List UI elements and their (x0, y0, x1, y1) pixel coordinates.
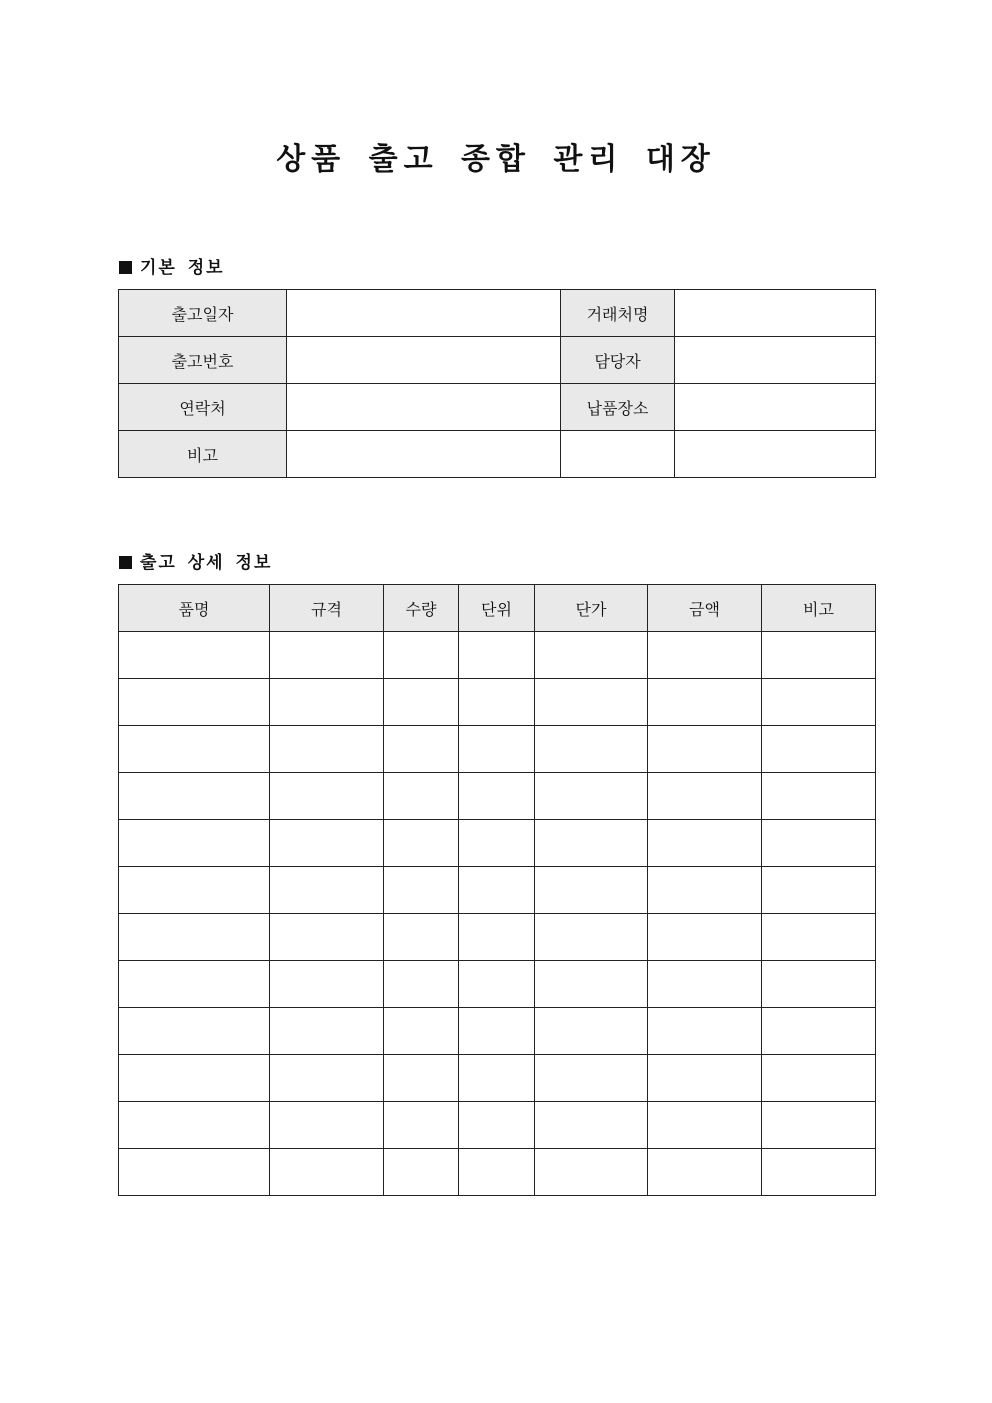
detail-header-row (119, 585, 876, 632)
unit-cell[interactable] (459, 1102, 535, 1149)
ship-number-label: 출고번호 (119, 337, 287, 384)
table-row (119, 820, 876, 867)
spec-cell[interactable] (270, 679, 384, 726)
basic-info-heading-text: 기본 정보 (140, 258, 225, 278)
basic-info-row (119, 290, 876, 337)
basic-info-heading (119, 253, 225, 278)
remarks-cell[interactable] (762, 773, 876, 820)
remarks-cell[interactable] (762, 914, 876, 961)
item-name-cell[interactable] (119, 820, 270, 867)
amount-cell[interactable] (648, 773, 762, 820)
manager-label: 담당자 (561, 337, 675, 384)
spec-cell[interactable] (270, 820, 384, 867)
unit-price-cell[interactable] (535, 632, 648, 679)
table-row (119, 679, 876, 726)
unit-cell[interactable] (459, 961, 535, 1008)
unit-price-cell[interactable] (535, 961, 648, 1008)
table-row (119, 1008, 876, 1055)
spec-cell[interactable] (270, 773, 384, 820)
amount-cell[interactable] (648, 1008, 762, 1055)
remarks-cell[interactable] (762, 679, 876, 726)
item-name-cell[interactable] (119, 961, 270, 1008)
unit-cell[interactable] (459, 773, 535, 820)
unit-price-cell[interactable] (535, 773, 648, 820)
unit-price-cell[interactable] (535, 1055, 648, 1102)
table-row (119, 961, 876, 1008)
unit-cell[interactable] (459, 726, 535, 773)
table-row (119, 773, 876, 820)
table-row (119, 1055, 876, 1102)
unit-cell[interactable] (459, 1008, 535, 1055)
ship-date-field[interactable] (287, 290, 561, 337)
amount-cell[interactable] (648, 632, 762, 679)
spec-cell[interactable] (270, 914, 384, 961)
quantity-cell[interactable] (384, 1055, 459, 1102)
item-name-cell[interactable] (119, 867, 270, 914)
unit-price-cell[interactable] (535, 1149, 648, 1196)
unit-cell[interactable] (459, 820, 535, 867)
item-name-cell[interactable] (119, 1008, 270, 1055)
item-name-cell[interactable] (119, 1055, 270, 1102)
quantity-cell[interactable] (384, 867, 459, 914)
ship-number-field[interactable] (287, 337, 561, 384)
basic-info-row (119, 337, 876, 384)
amount-cell[interactable] (648, 914, 762, 961)
spec-cell[interactable] (270, 961, 384, 1008)
table-row (119, 632, 876, 679)
unit-price-cell[interactable] (535, 726, 648, 773)
spec-cell[interactable] (270, 1102, 384, 1149)
amount-cell[interactable] (648, 1102, 762, 1149)
client-name-label: 거래처명 (561, 290, 675, 337)
quantity-cell[interactable] (384, 1149, 459, 1196)
spec-cell[interactable] (270, 1008, 384, 1055)
unit-price-cell[interactable] (535, 820, 648, 867)
amount-cell[interactable] (648, 1149, 762, 1196)
unit-price-cell[interactable] (535, 914, 648, 961)
amount-cell[interactable] (648, 867, 762, 914)
item-name-cell[interactable] (119, 632, 270, 679)
remarks-cell[interactable] (762, 1149, 876, 1196)
amount-cell[interactable] (648, 679, 762, 726)
remarks-label: 비고 (119, 431, 287, 478)
col-header-unit-price: 단가 (535, 585, 648, 632)
remarks-cell[interactable] (762, 961, 876, 1008)
unit-cell[interactable] (459, 1149, 535, 1196)
remarks-field[interactable] (287, 431, 561, 478)
shipment-detail-table (118, 584, 876, 1196)
remarks-cell[interactable] (762, 726, 876, 773)
unit-price-cell[interactable] (535, 1102, 648, 1149)
amount-cell[interactable] (648, 961, 762, 1008)
square-bullet-icon (119, 261, 132, 274)
unit-price-cell[interactable] (535, 679, 648, 726)
spec-cell[interactable] (270, 726, 384, 773)
quantity-cell[interactable] (384, 632, 459, 679)
table-row (119, 867, 876, 914)
remarks-cell[interactable] (762, 1008, 876, 1055)
basic-info-row (119, 431, 876, 478)
page-title: 상품 출고 종합 관리 대장 (276, 142, 716, 177)
col-header-quantity: 수량 (384, 585, 459, 632)
basic-info-table (118, 289, 876, 478)
remarks-cell[interactable] (762, 1055, 876, 1102)
item-name-cell[interactable] (119, 1102, 270, 1149)
table-row (119, 1102, 876, 1149)
item-name-cell[interactable] (119, 1149, 270, 1196)
unit-cell[interactable] (459, 1055, 535, 1102)
amount-cell[interactable] (648, 1055, 762, 1102)
quantity-cell[interactable] (384, 773, 459, 820)
item-name-cell[interactable] (119, 726, 270, 773)
item-name-cell[interactable] (119, 773, 270, 820)
remarks-cell[interactable] (762, 1102, 876, 1149)
col-header-amount: 금액 (648, 585, 762, 632)
col-header-unit: 단위 (459, 585, 535, 632)
unit-cell[interactable] (459, 679, 535, 726)
table-row (119, 914, 876, 961)
col-header-item-name: 품명 (119, 585, 270, 632)
delivery-place-label: 납품장소 (561, 384, 675, 431)
col-header-spec: 규격 (270, 585, 384, 632)
shipment-detail-heading (119, 548, 272, 573)
spec-cell[interactable] (270, 632, 384, 679)
unit-price-cell[interactable] (535, 867, 648, 914)
col-header-remarks: 비고 (762, 585, 876, 632)
remarks-cell[interactable] (762, 867, 876, 914)
quantity-cell[interactable] (384, 1102, 459, 1149)
contact-field[interactable] (287, 384, 561, 431)
table-row (119, 1149, 876, 1196)
shipment-detail-heading-text: 출고 상세 정보 (140, 553, 273, 573)
unit-cell[interactable] (459, 632, 535, 679)
quantity-cell[interactable] (384, 914, 459, 961)
unit-price-cell[interactable] (535, 1008, 648, 1055)
unit-cell[interactable] (459, 914, 535, 961)
contact-label: 연락처 (119, 384, 287, 431)
quantity-cell[interactable] (384, 726, 459, 773)
square-bullet-icon (119, 556, 132, 569)
ship-date-label: 출고일자 (119, 290, 287, 337)
client-name-field[interactable] (675, 290, 876, 337)
item-name-cell[interactable] (119, 679, 270, 726)
delivery-place-field[interactable] (675, 384, 876, 431)
manager-field[interactable] (675, 337, 876, 384)
unit-cell[interactable] (459, 867, 535, 914)
quantity-cell[interactable] (384, 961, 459, 1008)
amount-cell[interactable] (648, 726, 762, 773)
quantity-cell[interactable] (384, 1008, 459, 1055)
amount-cell[interactable] (648, 820, 762, 867)
spec-cell[interactable] (270, 867, 384, 914)
basic-info-row (119, 384, 876, 431)
empty-cell[interactable] (561, 431, 675, 478)
item-name-cell[interactable] (119, 914, 270, 961)
spec-cell[interactable] (270, 1149, 384, 1196)
table-row (119, 726, 876, 773)
remarks-cell[interactable] (762, 632, 876, 679)
remarks-cell[interactable] (762, 820, 876, 867)
quantity-cell[interactable] (384, 820, 459, 867)
spec-cell[interactable] (270, 1055, 384, 1102)
empty-cell[interactable] (675, 431, 876, 478)
quantity-cell[interactable] (384, 679, 459, 726)
